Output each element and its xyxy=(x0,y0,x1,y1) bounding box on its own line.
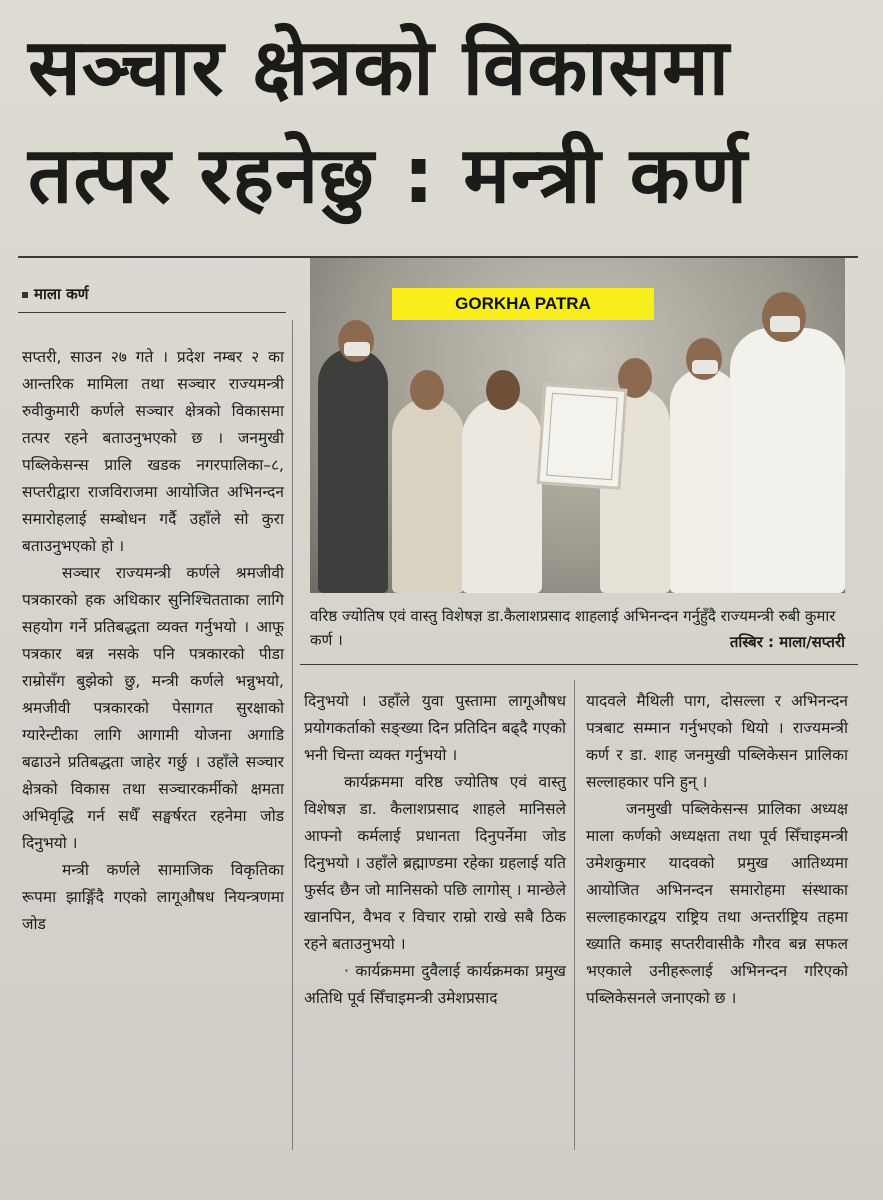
photo-person-2 xyxy=(392,398,464,593)
caption-rule xyxy=(300,664,858,665)
article-column-1 xyxy=(22,344,284,938)
gorkha-patra-label: GORKHA PATRA xyxy=(392,288,654,320)
photo-person-3 xyxy=(462,398,542,593)
headline-line-2: तत्पर रहनेछु : मन्त्री कर्ण xyxy=(28,131,749,221)
article-column-3 xyxy=(586,688,848,1012)
photo-caption: वरिष्ठ ज्योतिष एवं वास्तु विशेषज्ञ डा.कैलाशप्रसाद शाहलाई अभिनन्दन गर्नुहुँदै राज्यमन्त्री रुबी कुमार कर्ण । xyxy=(310,607,836,649)
col2-paragraph-3: · कार्यक्रममा दुवैलाई कार्यक्रमका प्रमुख अतिथि पूर्व सिँचाइमन्त्री उमेशप्रसाद xyxy=(304,962,566,1007)
article-column-2 xyxy=(304,688,566,1012)
col2-paragraph-1: दिनुभयो । उहाँले युवा पुस्तामा लागूऔषध प्रयोगकर्ताको सङ्ख्या दिन प्रतिदिन बढ्दै गएको भनी चिन्ता व्यक्त गर्नुभयो । xyxy=(304,692,566,764)
photo-person-6 xyxy=(730,328,845,593)
headline-line-1: सञ्चार क्षेत्रको विकासमा xyxy=(28,23,730,113)
col1-paragraph-3: मन्त्री कर्णले सामाजिक विकृतिका रूपमा झाङ्गिँदै गएको लागूऔषध नियन्त्रणमा जोड xyxy=(22,861,284,933)
col1-paragraph-2: सञ्चार राज्यमन्त्री कर्णले श्रमजीवी पत्रकारको हक अधिकार सुनिश्चितताका लागि सहयोग गर्ने प्रतिबद्धता व्यक्त गर्नुभयो । आफू पत्रकार बन्न नसके पनि पत्रकारको पीडा राम्रोसँग बुझेको छु, मन्त्री कर्णले भन्नुभयो, श्रमजीवी पत्रकारको पेसागत सुरक्षाको ग्यारेन्टीका लागि आगामी योजना अगाडि बढाउने प्रतिबद्धता जाहेर गर्छु । उहाँले सञ्चार क्षेत्रको विकास तथा सञ्चारकर्मीको क्षमता अभिवृद्धि गर्न सधैँ सङ्घर्षरत रहनेमा जोड दिनुभयो । xyxy=(22,564,284,852)
column-divider-1 xyxy=(292,320,293,1150)
certificate-frame xyxy=(537,383,628,490)
byline-author: माला कर्ण xyxy=(34,285,89,303)
col3-paragraph-2: जनमुखी पब्लिकेसन्स प्रालिका अध्यक्ष माला कर्णको अध्यक्षता तथा पूर्व सिँचाइमन्त्री उमेशकुमार यादवको प्रमुख आतिथ्यमा आयोजित अभिनन्दन समारोहमा संस्थाका सल्लाहकारद्वय राष्ट्रिय तथा अन्तर्राष्ट्रिय तहमा ख्याति कमाइ सप्तरीवासीकै गौरव बन्न सफल भएकाले उनीहरूलाई अभिनन्दन गरिएको पब्लिकेसनले जनाएको छ । xyxy=(586,800,848,1007)
col1-paragraph-1: सप्तरी, साउन २७ गते । प्रदेश नम्बर २ का आन्तरिक मामिला तथा सञ्चार राज्यमन्त्री रुवीकुमारी कर्णले सञ्चार क्षेत्रको विकासमा तत्पर रहने बताउनुभएको छ । जनमुखी पब्लिकेसन्स प्रालि खडक नगरपालिका–८, सप्तरीद्वारा राजविराजमा आयोजित अभिनन्दन समारोहलाई सम्बोधन गर्दै उहाँले सो कुरा बताउनुभएको हो । xyxy=(22,348,284,555)
byline-rule xyxy=(18,312,286,313)
photo-person-1 xyxy=(318,348,388,593)
col3-paragraph-1: यादवले मैथिली पाग, दोसल्ला र अभिनन्दन पत्रबाट सम्मान गर्नुभएको थियो । राज्यमन्त्री कर्ण र डा. शाह जनमुखी पब्लिकेसन प्रालिका सल्लाहकार पनि हुन् । xyxy=(586,692,848,791)
column-divider-2 xyxy=(574,680,575,1150)
byline xyxy=(22,284,89,304)
photo-credit: तस्बिर : माला/सप्तरी xyxy=(729,633,845,651)
bullet-square-icon xyxy=(22,292,28,298)
col2-paragraph-2: कार्यक्रममा वरिष्ठ ज्योतिष एवं वास्तु विशेषज्ञ डा. कैलाशप्रसाद शाहले मानिसले आफ्नो कर्मलाई प्रधानता दिनुपर्नेमा जोड दिनुभयो । उहाँले ब्रह्माण्डमा रहेका ग्रहलाई यति फुर्सद छैन जो मानिसको पछि लागोस् । मान्छेले खानपिन, वैभव र विचार राम्रो राखे सबै ठिक रहने बताउनुभयो । xyxy=(304,773,566,953)
